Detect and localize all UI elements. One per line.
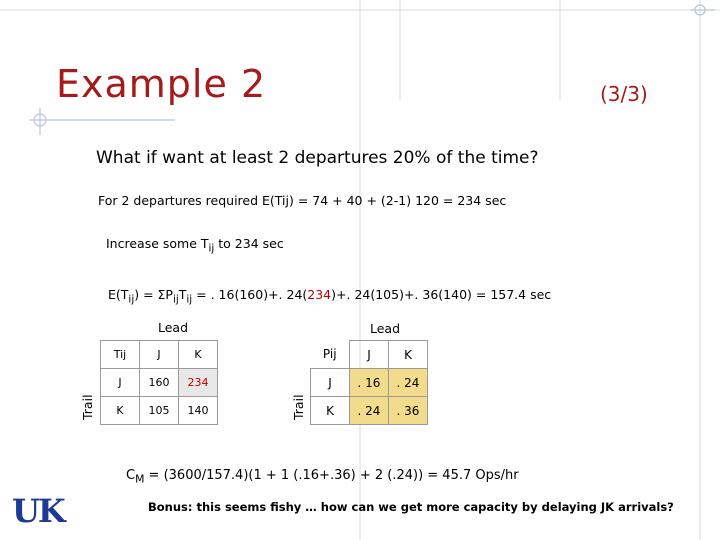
bonus-text: Bonus: this seems fishy … how can we get more capacity by delaying JK arrivals? — [148, 500, 674, 514]
slide-part: (3/3) — [600, 82, 648, 106]
increase-line: Increase some $T_{ij}$ to 234 sec — [106, 236, 284, 255]
table2-col-k: K — [389, 341, 428, 369]
table1-row-k: K — [101, 397, 140, 425]
uk-logo: UK — [12, 492, 64, 530]
table1-row-j: J — [101, 369, 140, 397]
table1-trail-label: Trail — [80, 394, 95, 420]
table2-row-k: K — [311, 397, 350, 425]
time-table — [100, 340, 218, 425]
table2-cell: . 36 — [389, 397, 428, 425]
table2-cell: . 24 — [350, 397, 389, 425]
table1-corner: Tij — [101, 341, 140, 369]
expectation-equation: $E(T_{ij}) = \Sigma P_{ij}T_{ij}$ = . 16(160)+. 24(234)+. 24(105)+. 36(140) = 157.4 sec — [108, 287, 552, 306]
table1-cell: 160 — [140, 369, 179, 397]
slide-title: Example 2 — [56, 62, 267, 106]
table2-row-j: J — [311, 369, 350, 397]
question-text: What if want at least 2 departures 20% of the time? — [96, 148, 539, 168]
capacity-equation: $C_M = (3600/157.4)(1 + 1$ (.16+.36) + 2 (.24)) = 45.7 Ops/hr — [126, 468, 519, 486]
table2-corner: Pij — [311, 341, 350, 369]
table1-col-k: K — [179, 341, 218, 369]
highlight-value: 234 — [307, 287, 332, 302]
departures-line: For 2 departures required E(Tij) = 74 + 40 + (2-1) 120 = 234 sec — [98, 193, 507, 208]
table2-cell: . 24 — [389, 369, 428, 397]
table2-col-j: J — [350, 341, 389, 369]
table2-trail-label: Trail — [291, 394, 306, 420]
table1-cell-highlight: 234 — [179, 369, 218, 397]
table1-lead-label: Lead — [158, 320, 189, 335]
table1-cell: 105 — [140, 397, 179, 425]
table1-cell: 140 — [179, 397, 218, 425]
table2-cell: . 16 — [350, 369, 389, 397]
probability-table — [310, 340, 428, 425]
table1-col-j: J — [140, 341, 179, 369]
table2-lead-label: Lead — [370, 321, 401, 336]
